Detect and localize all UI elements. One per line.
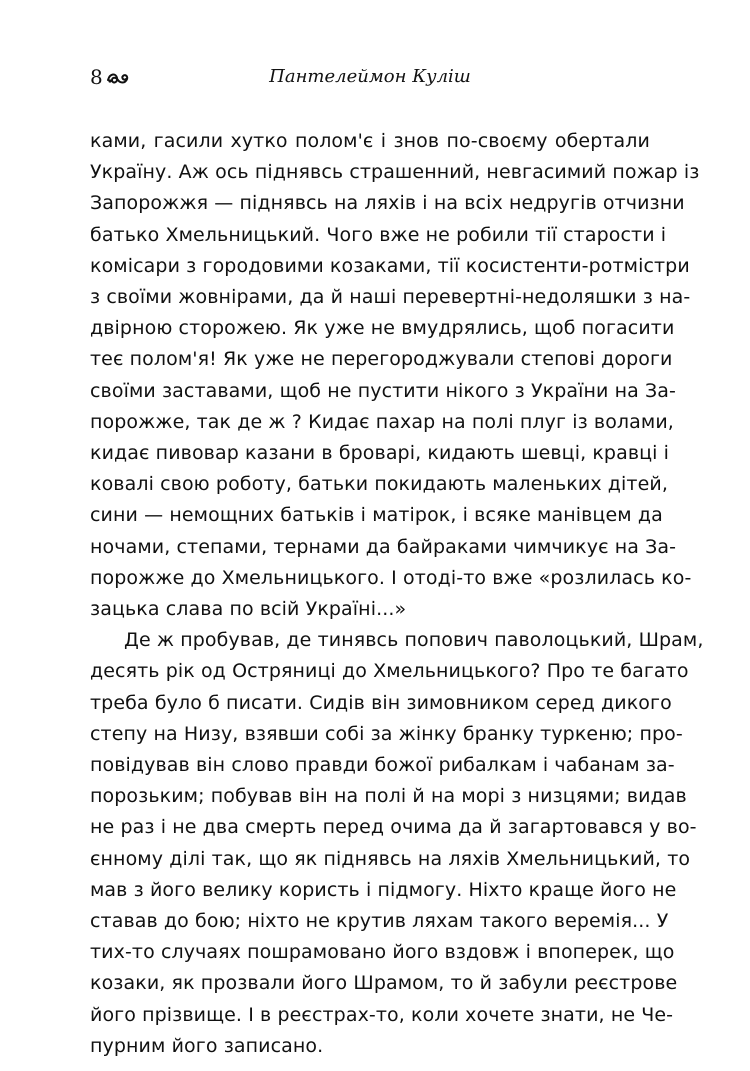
text-line: своїми заставами, щоб не пустити нікого з України на За- xyxy=(90,379,677,402)
text-line: двірною сторожею. Як уже не вмудрялись, щоб погасити xyxy=(90,317,675,340)
page-number: 8 xyxy=(90,65,103,89)
text-line: порозьким; побував він на полі й на морі з низцями; видав xyxy=(90,785,687,808)
text-line: порожже, так де ж ? Кидає пахар на полі плуг із волами, xyxy=(90,410,674,433)
text-line: батько Хмельницький. Чого вже не робили тії старости і xyxy=(90,223,667,246)
text-line: єнному ділі так, що як піднявсь на ляхів Хмельницький, то xyxy=(90,847,691,870)
running-head: Пантелеймон Куліш xyxy=(269,66,471,87)
text-line: ставав до бою; ніхто не крутив ляхам такого веремія... У xyxy=(90,910,669,933)
text-line: ночами, степами, тернами да байраками чимчикує на За- xyxy=(90,535,677,558)
text-line: треба було б писати. Сидів він зимовником серед дикого xyxy=(90,691,672,714)
text-line: Де ж пробував, де тинявсь попович паволоцький, Шрам, xyxy=(124,629,704,652)
text-line: кидає пивовар казани в броварі, кидають шевці, кравці і xyxy=(90,442,670,465)
text-line: теє полом'я! Як уже не перегороджували степові дороги xyxy=(90,348,673,371)
text-line: ковалі свою роботу, батьки покидають маленьких дітей, xyxy=(90,473,668,496)
body-text xyxy=(90,126,704,1062)
text-line: тих-то случаях пошрамовано його вздовж і впоперек, що xyxy=(90,941,675,964)
text-line: не раз і не два смерть перед очима да й загартовався у во- xyxy=(90,816,697,839)
text-line: порожже до Хмельницького. І отоді-то вже «розлилась ко- xyxy=(90,566,692,589)
text-line: козаки, як прозвали його Шрамом, то й забули реєстрове xyxy=(90,972,678,995)
text-line: Україну. Аж ось піднявсь страшенний, невгасимий пожар із xyxy=(90,161,700,184)
text-line: сини — немощних батьків і матірок, і всяке манівцем да xyxy=(90,504,663,527)
text-line: ками, гасили хутко полом'є і знов по-своєму обертали xyxy=(90,130,650,152)
text-line: мав з його велику користь і підмогу. Ніхто краще його не xyxy=(90,878,677,901)
text-line: степу на Низу, взявши собі за жінку бранку туркеню; про- xyxy=(90,722,683,745)
text-line: Запорожжя — піднявсь на ляхів і на всіх недругів отчизни xyxy=(90,192,685,215)
text-line: пурним його записано. xyxy=(90,1034,324,1057)
text-line: повідував він слово правди божої рибалкам і чабанам за- xyxy=(90,754,675,777)
text-line: комісари з городовими козаками, тії косистенти-ротмістри xyxy=(90,254,690,277)
text-line: його прізвище. І в реєстрах-то, коли хочете знати, не Че- xyxy=(90,1003,674,1026)
text-line: десять рік од Остряниці до Хмельницького? Про те багато xyxy=(90,660,689,683)
text-line: зацька слава по всій Україні...» xyxy=(90,598,407,621)
page-header xyxy=(90,64,650,94)
text-line: з своїми жовнірами, да й наші перевертні-недоляшки з на- xyxy=(90,286,691,309)
